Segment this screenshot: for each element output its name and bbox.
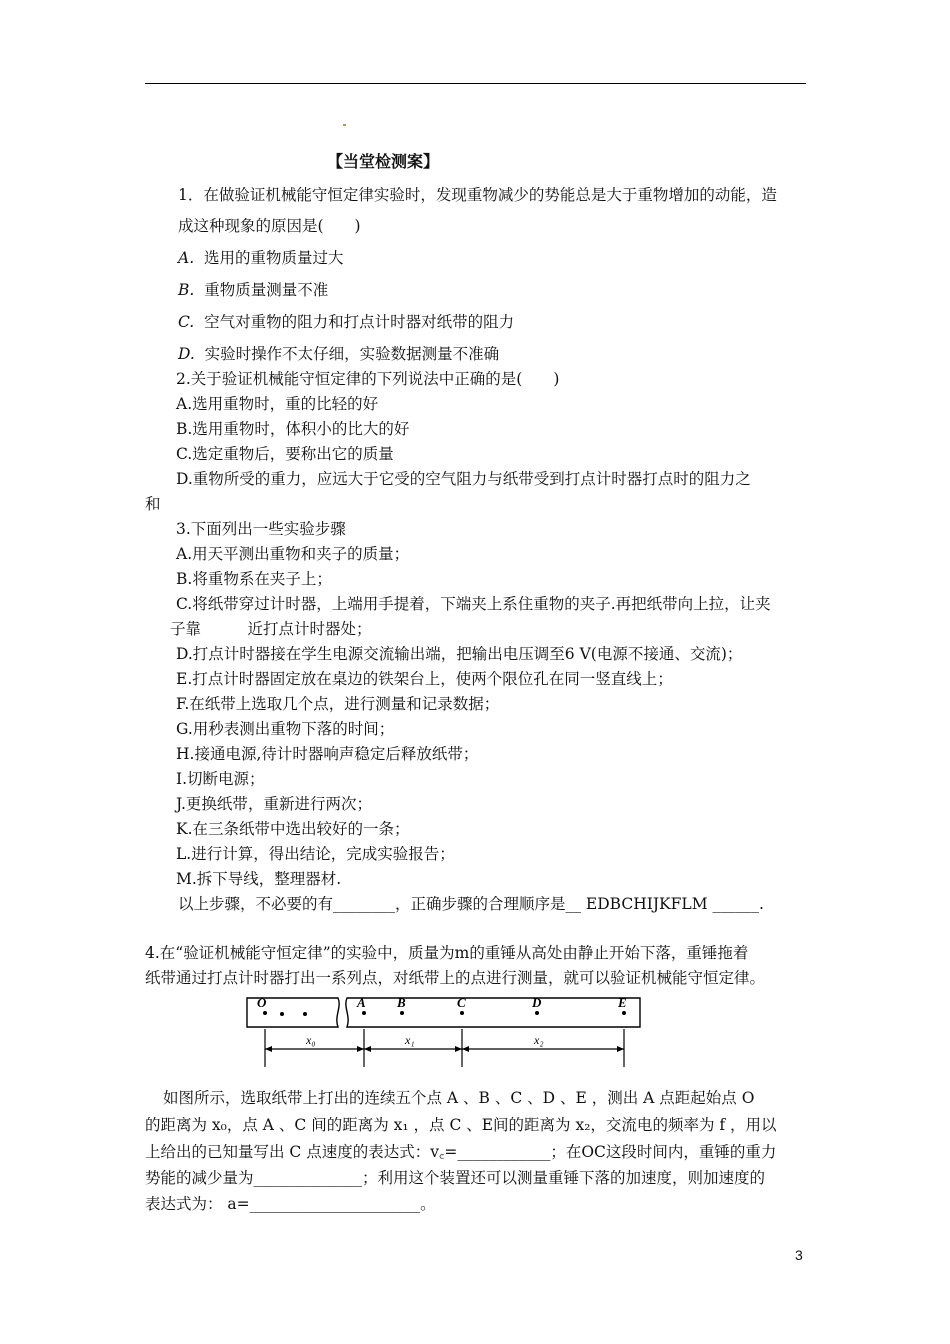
q2-option-c: C.选定重物后，要称出它的质量 <box>176 445 394 463</box>
q3-step: I.切断电源； <box>176 770 265 788</box>
q1-stem-line2: 成这种现象的原因是( ) <box>178 217 361 235</box>
q1-option-d <box>178 344 499 364</box>
option-letter: D. <box>178 345 195 363</box>
q3-step: B.将重物系在夹子上； <box>176 570 332 588</box>
tape-dot <box>263 1011 267 1015</box>
q3-step: J.更换纸带，重新进行两次； <box>176 795 372 813</box>
q4-paragraph-line3: 上给出的已知量写出 C 点速度的表达式：v꜀=____________；在OC这段时间内，重锤的重力 <box>145 1143 777 1161</box>
q4-paragraph-line5: 表达式为： a=______________________。 <box>145 1195 436 1213</box>
page-number: 3 <box>795 1247 803 1263</box>
q3-step: A.用天平测出重物和夹子的质量； <box>176 545 410 563</box>
point-label-o: O <box>257 995 267 1010</box>
q3-stem: 3.下面列出一些实验步骤 <box>176 520 346 538</box>
q3-step: 子靠 近打点计时器处； <box>170 620 372 638</box>
option-text: 实验时操作不太仔细，实验数据测量不准确 <box>204 345 500 363</box>
point-label-b: B <box>397 995 406 1010</box>
dimension-label-x2: x₂ <box>534 1033 544 1047</box>
tape-dot-c <box>460 1011 464 1015</box>
tape-dot <box>280 1012 284 1016</box>
q3-step: C.将纸带穿过计时器，上端用手提着，下端夹上系住重物的夹子.再把纸带向上拉，让夹 <box>176 595 771 613</box>
section-title: 【当堂检测案】 <box>327 152 440 171</box>
q4-paragraph-line4: 势能的减少量为______________；利用这个装置还可以测量重锤下落的加速度，则加速度的 <box>145 1169 766 1187</box>
q3-step: E.打点计时器固定放在桌边的铁架台上，使两个限位孔在同一竖直线上； <box>176 670 673 688</box>
q1-option-c <box>178 312 514 332</box>
q4-stem-line1: 4.在“验证机械能守恒定律”的实验中，质量为m的重锤从高处由静止开始下落，重锤拖着 <box>145 944 749 962</box>
tape-dot-b <box>400 1011 404 1015</box>
q3-step: D.打点计时器接在学生电源交流输出端，把输出电压调至6 V(电源不接通、交流)； <box>176 645 743 663</box>
q3-answer-line: 以上步骤，不必要的有________，正确步骤的合理顺序是__ EDBCHIJKFLM ______. <box>178 895 764 913</box>
point-label-c: C <box>457 995 466 1010</box>
q3-step: F.在纸带上选取几个点，进行测量和记录数据； <box>176 695 500 713</box>
q1-option-a <box>178 248 344 268</box>
tape-segment-right <box>346 998 640 1027</box>
q3-step: H.接通电源,待计时器响声稳定后释放纸带； <box>176 745 479 763</box>
option-text: 重物质量测量不准 <box>204 281 329 299</box>
point-label-d: D <box>532 995 542 1010</box>
q2-option-a: A.选用重物时，重的比轻的好 <box>176 395 379 413</box>
q3-step: G.用秒表测出重物下落的时间； <box>176 720 395 738</box>
q4-stem-line2: 纸带通过打点计时器打出一系列点，对纸带上的点进行测量，就可以验证机械能守恒定律。 <box>145 969 766 987</box>
tape-dot-e <box>622 1011 626 1015</box>
dimension-label-x0: x₀ <box>306 1033 316 1047</box>
tape-dot <box>303 1012 307 1016</box>
option-text: 空气对重物的阻力和打点计时器对纸带的阻力 <box>204 313 515 331</box>
q1-option-b <box>178 280 328 300</box>
q2-option-d-line1: D.重物所受的重力，应远大于它受的空气阻力与纸带受到打点计时器打点时的阻力之 <box>176 470 751 488</box>
q1-stem-line1: 1．在做验证机械能守恒定律实验时，发现重物减少的势能总是大于重物增加的动能，造 <box>178 186 777 204</box>
paper-tape-figure <box>244 993 664 1073</box>
q2-option-b: B.选用重物时，体积小的比大的好 <box>176 420 410 438</box>
q3-step: L.进行计算，得出结论，完成实验报告； <box>176 845 455 863</box>
q3-step: M.拆下导线，整理器材. <box>176 870 342 888</box>
q4-paragraph-line1: 如图所示，选取纸带上打出的连续五个点 A 、B 、C 、D 、E ，测出 A 点距起始点 O <box>163 1089 755 1107</box>
option-letter: A. <box>178 249 195 267</box>
q2-stem: 2.关于验证机械能守恒定律的下列说法中正确的是( ) <box>176 370 560 388</box>
point-label-e: E <box>618 995 627 1010</box>
q4-paragraph-line2: 的距离为 x₀，点 A 、C 间的距离为 x₁ ，点 C 、E间的距离为 x₂，交流电的频率为 f ，用以 <box>145 1116 777 1134</box>
option-text: 选用的重物质量过大 <box>203 249 344 267</box>
tape-dot-a <box>362 1011 366 1015</box>
dimension-label-x1: x₁ <box>405 1033 415 1047</box>
tape-dot-d <box>535 1011 539 1015</box>
dimension-lines <box>265 1029 624 1067</box>
point-label-a: A <box>357 995 366 1010</box>
q2-option-d-line2: 和 <box>145 495 161 513</box>
q3-step: K.在三条纸带中选出较好的一条； <box>176 820 410 838</box>
option-letter: C. <box>178 313 195 331</box>
header-rule <box>145 83 806 84</box>
option-letter: B. <box>178 281 195 299</box>
decorative-dot <box>343 124 346 126</box>
